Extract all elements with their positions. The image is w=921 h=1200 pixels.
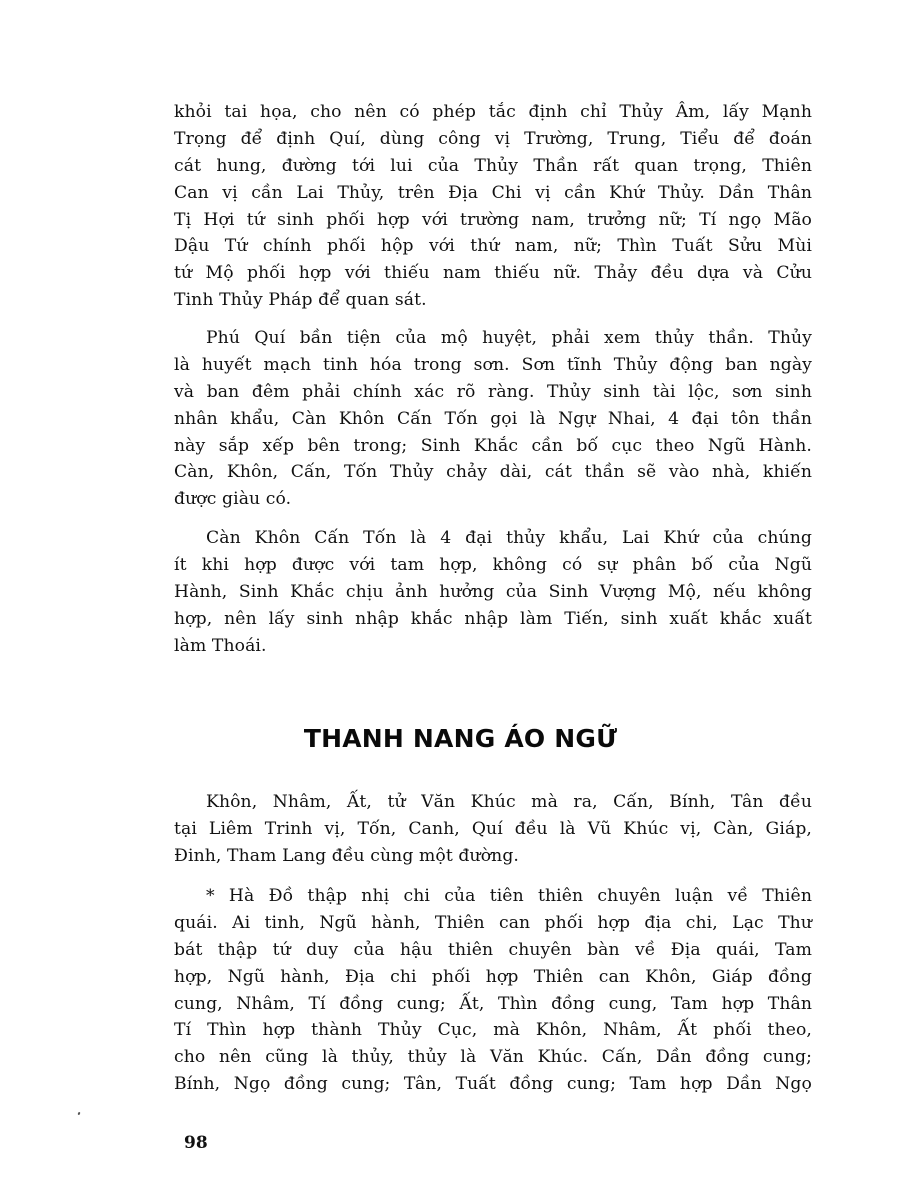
text-line: * Hà Đồ thập nhị chi của tiên thiên chuyên luận về Thiên — [206, 886, 812, 906]
paragraph-5 — [174, 883, 812, 1098]
text-line: hợp, Ngũ hành, Địa chi phối hợp Thiên can Khôn, Giáp đồng — [174, 966, 812, 987]
text-line: ít khi hợp được với tam hợp, không có sự phân bố của Ngũ — [174, 554, 812, 575]
text-line: khỏi tai họa, cho nên có phép tắc định chỉ Thủy Âm, lấy Mạnh — [174, 102, 812, 122]
section-heading: THANH NANG ÁO NGỮ — [303, 724, 618, 753]
text-line: Càn, Khôn, Cấn, Tốn Thủy chảy dài, cát thần sẽ vào nhà, khiến — [174, 462, 812, 483]
text-line: Khôn, Nhâm, Ất, tử Văn Khúc mà ra, Cấn, Bính, Tân đều — [206, 792, 812, 812]
paragraph-4 — [174, 789, 812, 870]
text-line: Tị Hợi tứ sinh phối hợp với trường nam, trưởng nữ; Tí ngọ Mão — [174, 209, 812, 230]
text-line: và ban đêm phải chính xác rõ ràng. Thủy sinh tài lộc, sơn sinh — [174, 381, 812, 402]
paragraph-3 — [174, 525, 812, 659]
text-line: cung, Nhâm, Tí đồng cung; Ất, Thìn đồng cung, Tam hợp Thân — [174, 993, 812, 1014]
text-line: Bính, Ngọ đồng cung; Tân, Tuất đồng cung; Tam hợp Dần Ngọ — [174, 1074, 812, 1095]
text-line: Dậu Tứ chính phối hộp với thứ nam, nữ; Thìn Tuất Sửu Mùi — [174, 236, 812, 257]
text-line: nhân khẩu, Càn Khôn Cấn Tốn gọi là Ngự Nhai, 4 đại tôn thần — [174, 408, 812, 429]
text-line: hợp, nên lấy sinh nhập khắc nhập làm Tiến, sinh xuất khắc xuất — [174, 608, 812, 629]
text-line: Trọng để định Quí, dùng công vị Trường, Trung, Tiểu để đoán — [174, 128, 812, 149]
text-line: này sắp xếp bên trong; Sinh Khắc cần bố cục theo Ngũ Hành. — [174, 435, 812, 456]
page-number: 98 — [184, 1133, 208, 1153]
text-line: Càn Khôn Cấn Tốn là 4 đại thủy khẩu, Lai Khứ của chúng — [206, 528, 812, 548]
text-line: là huyết mạch tinh hóa trong sơn. Sơn tĩnh Thủy động ban ngày — [174, 354, 812, 375]
text-line: Tí Thìn hợp thành Thủy Cục, mà Khôn, Nhâm, Ất phối theo, — [174, 1020, 812, 1041]
text-line: tứ Mộ phối hợp với thiếu nam thiếu nữ. Thảy đều dựa và Cửu — [174, 263, 812, 284]
scan-artifact-dot — [77, 1112, 80, 1116]
text-line: Tinh Thủy Pháp để quan sát. — [174, 290, 427, 311]
text-line: cho nên cũng là thủy, thủy là Văn Khúc. Cấn, Dần đồng cung; — [174, 1047, 812, 1068]
text-line: quái. Ai tinh, Ngũ hành, Thiên can phối hợp địa chi, Lạc Thư — [174, 912, 812, 933]
text-line: Đinh, Tham Lang đều cùng một đường. — [174, 845, 519, 866]
text-line: làm Thoái. — [174, 635, 267, 656]
text-line: cát hung, đường tới lui của Thủy Thần rất quan trọng, Thiên — [174, 155, 812, 176]
text-line: bát thập tứ duy của hậu thiên chuyên bàn về Địa quái, Tam — [174, 939, 812, 960]
text-line: Phú Quí bần tiện của mộ huyệt, phải xem thủy thần. Thủy — [206, 328, 812, 348]
text-line: được giàu có. — [174, 489, 292, 510]
text-line: Can vị cần Lai Thủy, trên Địa Chi vị cần Khứ Thủy. Dần Thân — [174, 182, 812, 203]
paragraph-1 — [174, 99, 812, 314]
text-line: Hành, Sinh Khắc chịu ảnh hưởng của Sinh Vượng Mộ, nếu không — [174, 581, 812, 602]
text-line: tại Liêm Trinh vị, Tốn, Canh, Quí đều là Vũ Khúc vị, Càn, Giáp, — [174, 818, 812, 839]
paragraph-2 — [174, 325, 812, 513]
